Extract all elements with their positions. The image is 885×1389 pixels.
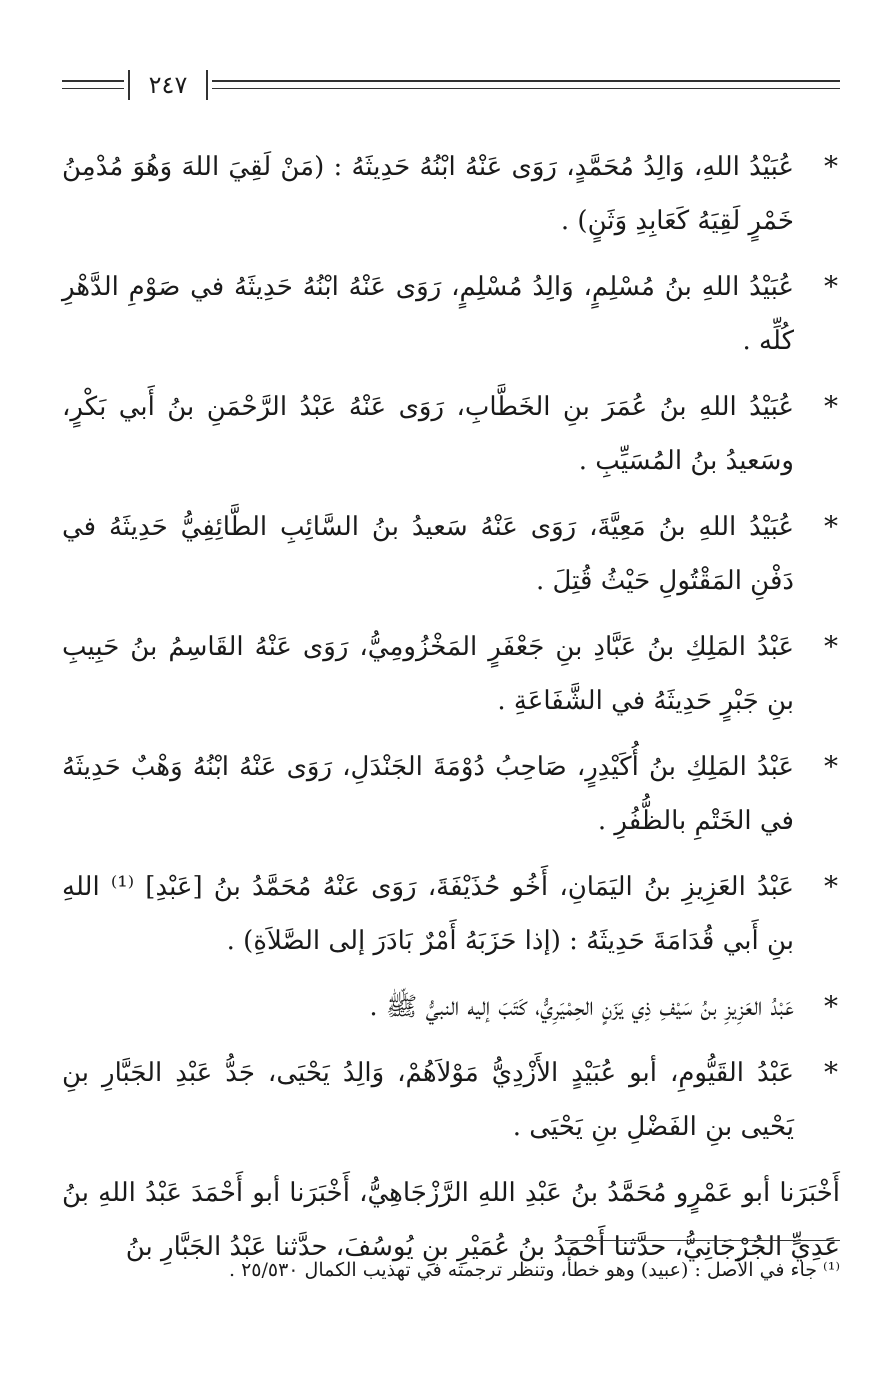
entry: [62, 140, 840, 248]
star-icon: *: [824, 990, 838, 1023]
header-rule-right: [212, 80, 840, 89]
entry-text: عَبْدُ العَزِيزِ بنُ اليَمَانِ، أَخُو حُذَيْفَةَ، رَوَى عَنْهُ مُحَمَّدُ بنُ [عَبْدِ] ⁽¹⁾ اللهِ بنِ أَبي قُدَامَةَ حَدِيثَهُ : (إذا حَزَبَهُ أَمْرٌ بَادَرَ إلى الصَّلاَةِ) .: [62, 872, 794, 956]
star-icon: *: [824, 150, 838, 183]
entry-text: عُبَيْدُ اللهِ بنُ عُمَرَ بنِ الخَطَّابِ، رَوَى عَنْهُ عَبْدُ الرَّحْمَنِ بنُ أَبي بَكْرٍ، وسَعيدُ بنُ المُسَيِّبِ .: [62, 392, 794, 476]
entry-text: عَبْدُ المَلِكِ بنُ أُكَيْدِرٍ، صَاحِبُ دُوْمَةَ الجَنْدَلِ، رَوَى عَنْهُ ابْنُهُ وَهْبٌ حَدِيثَهُ في الخَتْمِ بالظُّفُرِ .: [62, 752, 794, 836]
header-bar-left: [128, 70, 130, 100]
body-paragraph: أَخْبَرَنا أبو عَمْرٍو مُحَمَّدُ بنُ عَبْدِ اللهِ الرَّزْجَاهِيُّ، أَخْبَرَنا أبو أَحْمَدَ عَبْدُ اللهِ بنُ عَدِيٍّ الجُرْجَانِيُّ، حدَّثنا أَحْمَدُ بنُ عُمَيْرِ بنِ يُوسُفَ، حدَّثنا عَبْدُ الجَبَّارِ بنُ: [62, 1178, 840, 1262]
star-icon: *: [824, 630, 838, 663]
page-body: [62, 140, 840, 1274]
entry: [62, 980, 840, 1034]
entry: [62, 620, 840, 728]
star-icon: *: [824, 270, 838, 303]
star-icon: *: [824, 510, 838, 543]
entry: [62, 260, 840, 368]
entry: [62, 380, 840, 488]
header-rule-left: [62, 80, 124, 89]
entry-text: عُبَيْدُ اللهِ بنُ مَعِيَّةَ، رَوَى عَنْهُ سَعيدُ بنُ السَّائِبِ الطَّائِفِيُّ حَدِيثَهُ في دَفْنِ المَقْتُولِ حَيْثُ قُتِلَ .: [62, 512, 794, 596]
entry-text: عَبْدُ المَلِكِ بنُ عَبَّادِ بنِ جَعْفَرٍ المَخْزُومِيُّ، رَوَى عَنْهُ القَاسِمُ بنُ حَبِيبِ بنِ جَبْرٍ حَدِيثَهُ في الشَّفَاعَةِ .: [62, 632, 794, 716]
entry-text: عَبْدُ القَيُّومِ، أبو عُبَيْدٍ الأَزْدِيُّ مَوْلاَهُمْ، وَالِدُ يَحْيَى، جَدُّ عَبْدِ الجَبَّارِ بنِ يَحْيى بنِ الفَضْلِ بنِ يَحْيَى .: [62, 1058, 794, 1142]
star-icon: *: [824, 750, 838, 783]
entry-text: عُبَيْدُ اللهِ بنُ مُسْلِمٍ، وَالِدُ مُسْلِمٍ، رَوَى عَنْهُ ابْنُهُ حَدِيثَهُ في صَوْمِ الدَّهْرِ كُلِّه .: [62, 272, 794, 356]
entry-text: عُبَيْدُ اللهِ، وَالِدُ مُحَمَّدٍ، رَوَى عَنْهُ ابْنُهُ حَدِيثَهُ : (مَنْ لَقِيَ اللهَ وَهُوَ مُدْمِنُ خَمْرٍ لَقِيَهُ كَعَابِدِ وَثَنٍ) .: [62, 152, 794, 236]
entry: [62, 740, 840, 848]
star-icon: *: [824, 390, 838, 423]
header-bar-right: [206, 70, 208, 100]
star-icon: *: [824, 870, 838, 903]
running-header: [62, 70, 840, 104]
entry: [62, 1046, 840, 1154]
entry: [62, 500, 840, 608]
entry: [62, 860, 840, 968]
entry-text: عَبْدُ العَزِيزِ بنُ سَيْفِ ذِي يَزَنٍ الحِمْيَرِيُّ، كَتَبَ إليه النبيُّ ﷺ .: [369, 992, 794, 1022]
star-icon: *: [824, 1056, 838, 1089]
page-number: ٢٤٧: [148, 71, 188, 99]
footnote: ⁽¹⁾ جاء في الأصل : (عبيد) وهو خطأ، وتنظر ترجمته في تهذيب الكمال ٢٥/٥٣٠ .: [228, 1259, 840, 1281]
footnote-rule: [565, 1240, 840, 1241]
